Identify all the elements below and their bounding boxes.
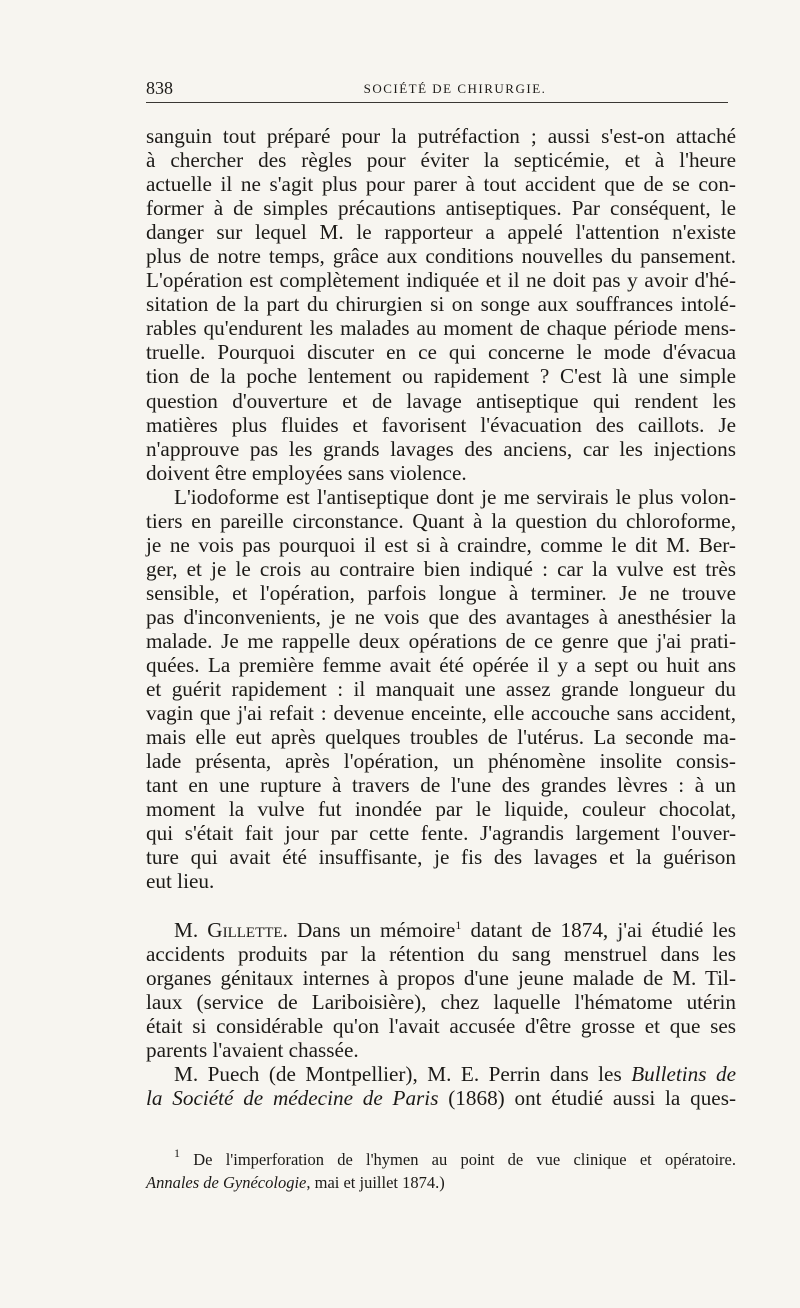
text-line: laux (service de Lariboisière), chez laquelle l'hématome utérin	[146, 989, 736, 1014]
text-line	[146, 1086, 736, 1110]
text-line: sitation de la part du chirurgien si on songe aux souffrances intolé-	[146, 292, 736, 317]
text-line: truelle. Pourquoi discuter en ce qui concerne le mode d'évacua	[146, 340, 736, 365]
paragraph	[146, 485, 736, 894]
footnote-mark: 1	[174, 1146, 180, 1160]
text-fragment: (1868) ont étudié aussi la ques-	[438, 1085, 737, 1110]
footnote-line	[146, 1148, 736, 1171]
text-fragment: M. Puech (de Montpellier), M. E. Perrin dans les	[174, 1061, 632, 1086]
text-line: actuelle il ne s'agit plus pour parer à tout accident que de se con-	[146, 172, 736, 197]
text-line: vagin que j'ai refait : devenue enceinte, elle accouche sans accident,	[146, 701, 736, 726]
text-line: parents l'avaient chassée.	[146, 1037, 359, 1062]
body-text	[146, 124, 736, 1110]
italic-title: Bulletins de	[631, 1061, 736, 1086]
running-head: SOCIÉTÉ DE CHIRURGIE.	[363, 81, 547, 96]
text-line: quées. La première femme avait été opérée il y a sept ou huit ans	[146, 653, 736, 678]
text-line: ger, et je le crois au contraire bien indiqué : car la vulve est très	[146, 556, 736, 581]
text-line: eut lieu.	[146, 869, 215, 894]
footnote-text: , mai et juillet 1874.)	[306, 1173, 445, 1192]
text-fragment: datant de 1874, j'ai étudié les	[461, 917, 736, 942]
text-line: tant en une rupture à travers de l'une des grandes lèvres : à un	[146, 773, 736, 798]
italic-title: Annales de Gynécologie	[146, 1173, 307, 1192]
footnote	[146, 1148, 736, 1194]
paragraph-spacer	[146, 894, 736, 918]
text-line: moment la vulve fut inondée par le liquide, couleur chocolat,	[146, 797, 736, 822]
footnote-reference: 1	[455, 917, 462, 932]
text-line: sanguin tout préparé pour la putréfaction ; aussi s'est-on attaché	[146, 124, 736, 148]
text-line: organes génitaux internes à propos d'une jeune malade de M. Til-	[146, 965, 736, 990]
header-rule	[146, 102, 728, 103]
text-line: matières plus fluides et favorisent l'évacuation des caillots. Je	[146, 412, 736, 437]
paragraph	[146, 124, 736, 485]
text-line: lade présenta, après l'opération, un phénomène insolite consis-	[146, 749, 736, 774]
text-line: plus de notre temps, grâce aux conditions nouvelles du pansement.	[146, 244, 736, 269]
text-line: pas d'inconvenients, je ne vois que des avantages à anesthésier la	[146, 604, 736, 629]
paragraph	[146, 918, 736, 1062]
text-line: tiers en pareille circonstance. Quant à la question du chloroforme,	[146, 508, 736, 533]
text-line: malade. Je me rappelle deux opérations de ce genre que j'ai prati-	[146, 628, 736, 653]
text-line: ture qui avait été insuffisante, je fis des lavages et la guérison	[146, 845, 736, 870]
text-line: question d'ouverture et de lavage antiseptique qui rendent les	[146, 388, 736, 413]
text-line: accidents produits par la rétention du sang menstruel dans les	[146, 941, 736, 966]
page-number: 838	[146, 78, 173, 98]
text-line: et guérit rapidement : il manquait une assez grande longueur du	[146, 677, 736, 702]
text-line: à chercher des règles pour éviter la septicémie, et à l'heure	[146, 148, 736, 173]
text-line	[146, 1062, 736, 1086]
text-line: danger sur lequel M. le rapporteur a appelé l'attention n'existe	[146, 220, 736, 245]
text-line: je ne vois pas pourquoi il est si à craindre, comme le dit M. Ber-	[146, 532, 736, 557]
footnote-text: De l'imperforation de l'hymen au point de vue clinique et opératoire.	[180, 1150, 736, 1169]
text-line: mais elle eut après quelques troubles de l'utérus. La seconde ma-	[146, 725, 736, 750]
text-line: L'opération est complètement indiquée et il ne doit pas y avoir d'hé-	[146, 268, 736, 293]
text-line: former à de simples précautions antiseptiques. Par conséquent, le	[146, 196, 736, 221]
text-line: rables qu'endurent les malades au moment de chaque période mens-	[146, 316, 736, 341]
text-line: n'approuve pas les grands lavages des anciens, car les injections	[146, 436, 736, 461]
text-line: était si considérable qu'on l'avait accusée d'être grosse et que ses	[146, 1013, 736, 1038]
page-header	[146, 78, 736, 102]
text-line: L'iodoforme est l'antiseptique dont je me servirais le plus volon-	[174, 484, 736, 509]
footnote-line	[146, 1171, 736, 1194]
text-line: sensible, et l'opération, parfois longue à terminer. Je ne trouve	[146, 580, 736, 605]
text-fragment: . Dans un mémoire	[282, 917, 456, 942]
text-line	[146, 918, 736, 942]
text-line: doivent être employées sans violence.	[146, 460, 467, 485]
text-line: qui s'était fait jour par cette fente. J'agrandis largement l'ouver-	[146, 821, 736, 846]
italic-title: la Société de médecine de Paris	[146, 1085, 439, 1110]
paragraph	[146, 1062, 736, 1110]
text-line: tion de la poche lentement ou rapidement ? C'est là une simple	[146, 364, 736, 389]
speaker-name: M. Gillette	[174, 917, 283, 942]
